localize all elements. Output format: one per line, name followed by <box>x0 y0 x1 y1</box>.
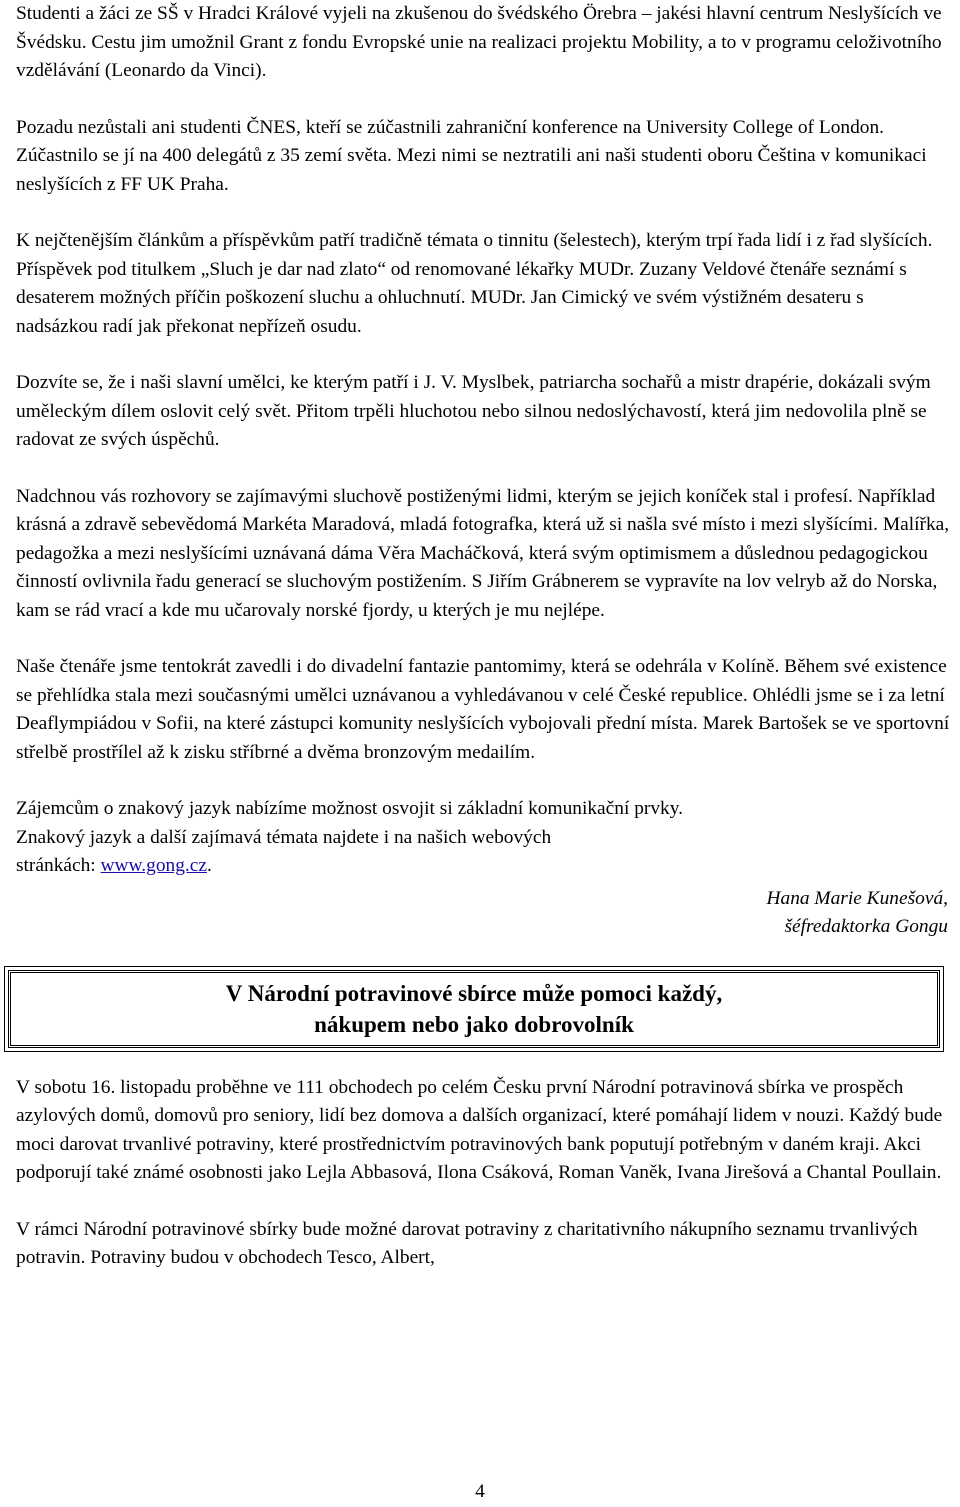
document-page <box>16 0 950 1273</box>
paragraph-sign-language <box>16 795 950 881</box>
article-heading-box <box>4 966 944 1052</box>
paragraph-orebro: Studenti a žáci ze SŠ v Hradci Králové vyjeli na zkušenou do švédského Örebra – jakési hlavní centrum Neslyšících ve Švédsku. Cestu jim umožnil Grant z fondu Evropské unie na realizaci projektu Mobility, a to v programu celoživotního vzdělávání (Leonardo da Vinci). <box>16 3 942 81</box>
page-number: 4 <box>475 1481 485 1502</box>
article-heading <box>8 970 940 1048</box>
website-prefix: stránkách: <box>16 855 101 876</box>
author-role: šéfredaktorka Gongu <box>784 916 948 937</box>
paragraph-interviews: Nadchnou vás rozhovory se zajímavými sluchově postiženými lidmi, kterým se jejich koníček stal i profesí. Například krásná a zdravě sebevědomá Markéta Maradová, mladá fotografka, která už si našla své místo i mezi slyšícími. Malířka, pedagožka a mezi neslyšícími uznávaná dáma Věra Macháčková, která svým optimismem a důslednou pedagogickou činností ovlivnila řadu generací se sluchovým postižením. S Jiřím Grábnerem se vypravíte na lov velryb až do Norska, kam se rád vrací a kde mu učarovaly norské fjordy, u kterých je mu nejlépe. <box>16 485 950 621</box>
paragraph-food-drive: V sobotu 16. listopadu proběhne ve 111 obchodech po celém Česku první Národní potravinová sbírka ve prospěch azylových domů, domovů pro seniory, lidí bez domova a dalších organizací, které pomáhají lidem v nouzi. Každý bude moci darovat trvanlivé potraviny, které prostřednictvím potravinových bank poputují potřebným v daném kraji. Akci podporují také známé osobnosti jako Lejla Abbasová, Ilona Csáková, Roman Vaněk, Ivana Jirešová a Chantal Poullain. <box>16 1076 943 1183</box>
author-name: Hana Marie Kunešová, <box>766 887 948 909</box>
author-signature <box>16 885 950 942</box>
website-suffix: . <box>206 855 212 876</box>
heading-line-1: V Národní potravinové sbírce může pomoci každý, <box>225 980 723 1006</box>
paragraph-tinnitus: K nejčtenějším článkům a příspěvkům patří tradičně témata o tinnitu (šelestech), kterým trpí řada lidí i z řad slyšících. Příspěvek pod titulkem „Sluch je dar nad zlato“ od renomované lékařky MUDr. Zuzany Veldové čtenáře seznámí s desaterem možných příčin poškození sluchu a ohluchnutí. MUDr. Jan Cimický ve svém výstižném desateru s nadsázkou radí jak překonat nepřízeň osudu. <box>16 230 933 337</box>
sign-language-line-1: Zájemcům o znakový jazyk nabízíme možnost osvojit si základní komunikační prvky. <box>16 798 684 819</box>
sign-language-line-2: Znakový jazyk a další zajímavá témata najdete i na našich webových <box>16 826 552 848</box>
paragraph-artists: Dozvíte se, že i naši slavní umělci, ke kterým patří i J. V. Myslbek, patriarcha sochařů a mistr drapérie, dokázali svým uměleckým dílem oslovit celý svět. Přitom trpěli hluchotou nebo silnou nedoslýchavostí, která jim nedovolila plně se radovat ze svých úspěchů. <box>16 372 931 450</box>
heading-line-2: nákupem nebo jako dobrovolník <box>314 1011 634 1037</box>
paragraph-pantomime: Naše čtenáře jsme tentokrát zavedli i do divadelní fantazie pantomimy, která se odehrála v Kolíně. Během své existence se přehlídka stala mezi současnými umělci uznávanou a vyhledávanou v celé České republice. Ohlédli jsme se i za letní Deaflympiádou v Sofii, na které zástupci komunity neslyšících vybojovali přední místa. Marek Bartošek se ve sportovní střelbě prostřílel až k zisku stříbrné a dvěma bronzovým medailím. <box>16 656 950 763</box>
paragraph-food-list: V rámci Národní potravinové sbírky bude možné darovat potraviny z charitativního nákupního seznamu trvanlivých potravin. Potraviny budou v obchodech Tesco, Albert, <box>16 1218 918 1268</box>
paragraph-conference: Pozadu nezůstali ani studenti ČNES, kteří se zúčastnili zahraniční konference na University College of London. Zúčastnilo se jí na 400 delegátů z 35 zemí světa. Mezi nimi se neztratili ani naši studenti oboru Čeština v komunikaci neslyšících z FF UK Praha. <box>16 116 927 195</box>
website-link[interactable]: www.gong.cz <box>100 855 207 876</box>
